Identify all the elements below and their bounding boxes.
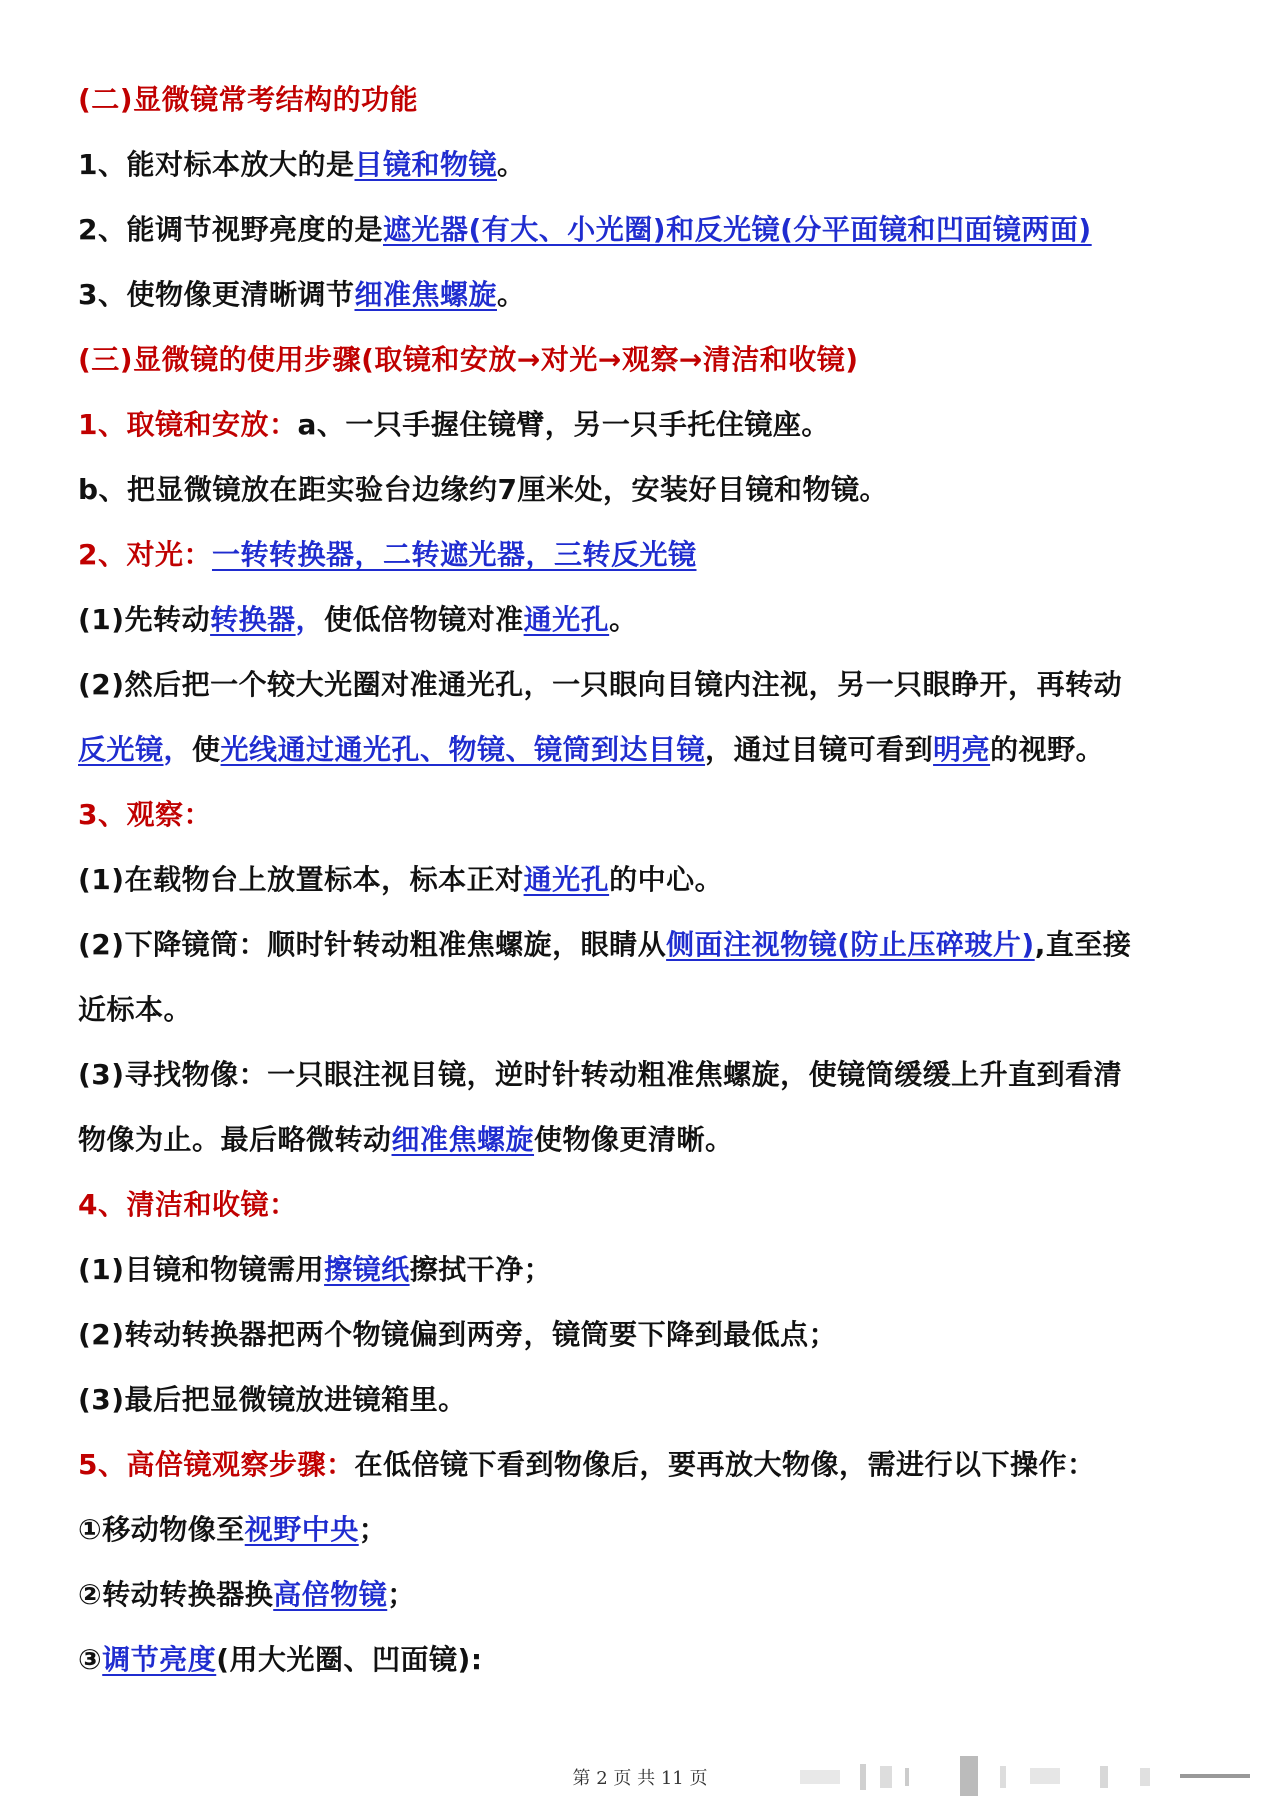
- text-segment: ；: [387, 1578, 416, 1611]
- key-term: 遮光器(有大、小光圈)和反光镜(分平面镜和凹面镜两面): [382, 213, 1092, 246]
- text-segment: ①移动物像至: [78, 1513, 245, 1546]
- text-segment: (2)下降镜筒：顺时针转动粗准焦螺旋，眼睛从: [78, 928, 667, 961]
- text-segment: ，: [295, 603, 325, 636]
- key-term: 调节亮度: [102, 1643, 217, 1676]
- text-segment: 在低倍镜下看到物像后，要再放大物像，需进行以下操作：: [354, 1448, 1096, 1481]
- step-3-3b: [78, 1120, 1198, 1160]
- text-segment: 4、清洁和收镜：: [78, 1188, 298, 1221]
- key-term: 反光镜: [78, 733, 164, 766]
- text-segment: (三)显微镜的使用步骤(取镜和安放→对光→观察→清洁和收镜): [78, 343, 859, 376]
- key-term: 高倍物镜: [273, 1578, 388, 1611]
- step-5-2: [78, 1575, 1198, 1615]
- key-term: 擦镜纸: [324, 1253, 410, 1286]
- step-3-heading: [78, 795, 1198, 835]
- key-term: 通光孔: [523, 863, 610, 896]
- text-segment: 的视野。: [990, 733, 1105, 766]
- step-5-heading: [78, 1445, 1198, 1485]
- text-segment: (1)在载物台上放置标本，标本正对: [78, 863, 524, 896]
- text-segment: (用大光圈、凹面镜):: [216, 1643, 483, 1676]
- item-3: [78, 275, 1198, 315]
- step-5-3: [78, 1640, 1198, 1680]
- text-segment: 。: [497, 278, 526, 311]
- text-segment: ，通过目镜可看到: [705, 733, 934, 766]
- text-segment: (二)显微镜常考结构的功能: [78, 83, 419, 116]
- text-segment: 的中心。: [609, 863, 724, 896]
- section-heading-2: [78, 80, 1198, 120]
- key-term: 细准焦螺旋: [391, 1123, 535, 1156]
- text-segment: 物像为止。最后略微转动: [78, 1123, 392, 1156]
- key-term: 一转转换器，二转遮光器，三转反光镜: [211, 538, 697, 571]
- text-segment: 2、对光：: [78, 538, 212, 571]
- text-segment: 3、观察：: [78, 798, 212, 831]
- text-segment: (2)转动转换器把两个物镜偏到两旁，镜筒要下降到最低点；: [78, 1318, 838, 1351]
- key-term: 光线通过通光孔、物镜、镜筒到达目镜: [220, 733, 706, 766]
- text-segment: 2、能调节视野亮度的是: [78, 213, 383, 246]
- step-4-1: [78, 1250, 1198, 1290]
- step-3-2a: [78, 925, 1198, 965]
- key-term: 侧面注视物镜(防止压碎玻片): [666, 928, 1035, 961]
- text-segment: 。: [609, 603, 638, 636]
- text-segment: 3、使物像更清晰调节: [78, 278, 355, 311]
- step-2-1: [78, 600, 1198, 640]
- text-segment: a、一只手握住镜臂，另一只手托住镜座。: [297, 408, 830, 441]
- text-segment: ②转动转换器换: [78, 1578, 274, 1611]
- text-segment: 。: [497, 148, 526, 181]
- step-4-2: [78, 1315, 1198, 1355]
- step-2-2a: [78, 665, 1198, 705]
- step-4-3: [78, 1380, 1198, 1420]
- section-heading-3: [78, 340, 1198, 380]
- key-term: 视野中央: [244, 1513, 359, 1546]
- step-3-3a: [78, 1055, 1198, 1095]
- key-term: 目镜和物镜: [354, 148, 497, 181]
- key-term: 细准焦螺旋: [354, 278, 497, 311]
- step-1-a: [78, 405, 1198, 445]
- step-4-heading: [78, 1185, 1198, 1225]
- text-segment: 1、能对标本放大的是: [78, 148, 355, 181]
- text-segment: (3)寻找物像：一只眼注视目镜，逆时针转动粗准焦螺旋，使镜筒缓缓上升直到看清: [78, 1058, 1123, 1091]
- text-segment: (3)最后把显微镜放进镜箱里。: [78, 1383, 467, 1416]
- text-segment: 5、高倍镜观察步骤：: [78, 1448, 355, 1481]
- step-2-heading: [78, 535, 1198, 575]
- text-segment: 近标本。: [78, 993, 193, 1026]
- step-2-2b: [78, 730, 1198, 770]
- step-3-2b: [78, 990, 1198, 1030]
- text-segment: b、把显微镜放在距实验台边缘约7厘米处，安装好目镜和物镜。: [78, 473, 889, 506]
- key-term: 转换器: [210, 603, 296, 636]
- step-3-1: [78, 860, 1198, 900]
- text-segment: (1)目镜和物镜需用: [78, 1253, 325, 1286]
- text-segment: (2)然后把一个较大光圈对准通光孔，一只眼向目镜内注视，另一只眼睁开，再转动: [78, 668, 1123, 701]
- step-5-1: [78, 1510, 1198, 1550]
- item-1: [78, 145, 1198, 185]
- text-segment: (1)先转动: [78, 603, 211, 636]
- text-segment: 擦拭干净；: [409, 1253, 553, 1286]
- text-segment: 使物像更清晰。: [534, 1123, 734, 1156]
- key-term: 通光孔: [523, 603, 610, 636]
- text-segment: ，: [163, 733, 193, 766]
- text-segment: 使: [192, 733, 221, 766]
- text-segment: ,直至接: [1034, 928, 1132, 961]
- text-segment: 1、取镜和安放：: [78, 408, 298, 441]
- page-number-footer: 第 2 页 共 11 页: [572, 1768, 708, 1789]
- item-2: [78, 210, 1198, 250]
- text-segment: ；: [358, 1513, 388, 1546]
- text-segment: ③: [78, 1643, 103, 1676]
- key-term: 明亮: [933, 733, 991, 766]
- step-1-b: [78, 470, 1198, 510]
- text-segment: 使低倍物镜对准: [324, 603, 524, 636]
